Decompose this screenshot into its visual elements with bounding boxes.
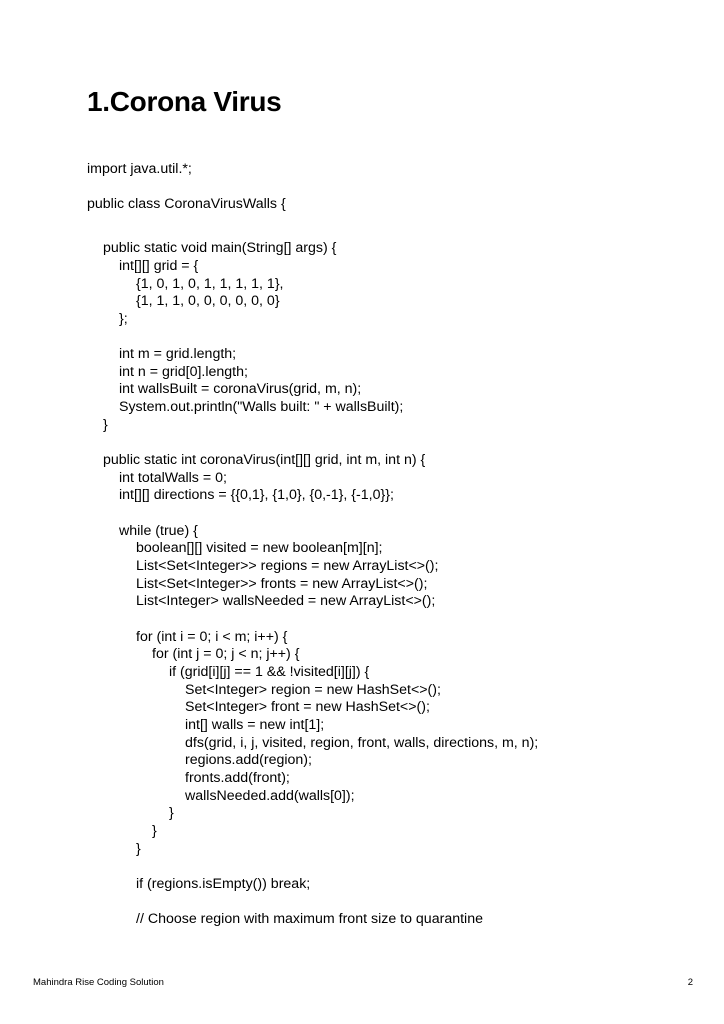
code-line: int totalWalls = 0;	[119, 470, 227, 486]
code-line: boolean[][] visited = new boolean[m][n];	[136, 540, 383, 556]
code-line: };	[119, 311, 128, 327]
code-line: if (grid[i][j] == 1 && !visited[i][j]) {	[169, 664, 370, 680]
code-line: dfs(grid, i, j, visited, region, front, walls, directions, m, n);	[185, 735, 539, 751]
code-line: List<Integer> wallsNeeded = new ArrayList<>();	[136, 593, 436, 609]
code-line: public static void main(String[] args) {	[103, 240, 337, 256]
code-line: for (int i = 0; i < m; i++) {	[136, 629, 288, 645]
footer-doc-name: Mahindra Rise Coding Solution	[33, 977, 164, 988]
code-line: int[][] grid = {	[119, 258, 199, 274]
code-line: fronts.add(front);	[185, 770, 290, 786]
code-line: }	[136, 841, 141, 857]
code-line: int n = grid[0].length;	[119, 364, 248, 380]
code-line: public class CoronaVirusWalls {	[87, 196, 286, 212]
code-line: int[] walls = new int[1];	[185, 717, 325, 733]
code-line: while (true) {	[119, 523, 198, 539]
code-line: int wallsBuilt = coronaVirus(grid, m, n);	[119, 381, 362, 397]
page-title: 1.Corona Virus	[87, 86, 282, 117]
code-line: {1, 0, 1, 0, 1, 1, 1, 1, 1},	[136, 276, 284, 292]
code-line: System.out.println("Walls built: " + wallsBuilt);	[119, 399, 404, 415]
code-line: if (regions.isEmpty()) break;	[136, 876, 311, 892]
code-line: List<Set<Integer>> fronts = new ArrayList<>();	[136, 576, 428, 592]
code-line: List<Set<Integer>> regions = new ArrayList<>();	[136, 558, 439, 574]
code-line: wallsNeeded.add(walls[0]);	[185, 788, 355, 804]
code-line: }	[169, 805, 174, 821]
code-line: int[][] directions = {{0,1}, {1,0}, {0,-1}, {-1,0}};	[119, 487, 394, 503]
code-line: }	[152, 823, 157, 839]
code-line: for (int j = 0; j < n; j++) {	[152, 646, 300, 662]
code-line: int m = grid.length;	[119, 346, 237, 362]
footer-page-number: 2	[687, 977, 693, 988]
code-line: regions.add(region);	[185, 752, 312, 768]
code-line: import java.util.*;	[87, 161, 192, 177]
code-line: // Choose region with maximum front size to quarantine	[136, 911, 483, 927]
code-line: public static int coronaVirus(int[][] grid, int m, int n) {	[103, 452, 426, 468]
code-line: Set<Integer> region = new HashSet<>();	[185, 682, 441, 698]
code-line: }	[103, 417, 108, 433]
code-line: Set<Integer> front = new HashSet<>();	[185, 699, 430, 715]
code-line: {1, 1, 1, 0, 0, 0, 0, 0, 0}	[136, 293, 280, 309]
